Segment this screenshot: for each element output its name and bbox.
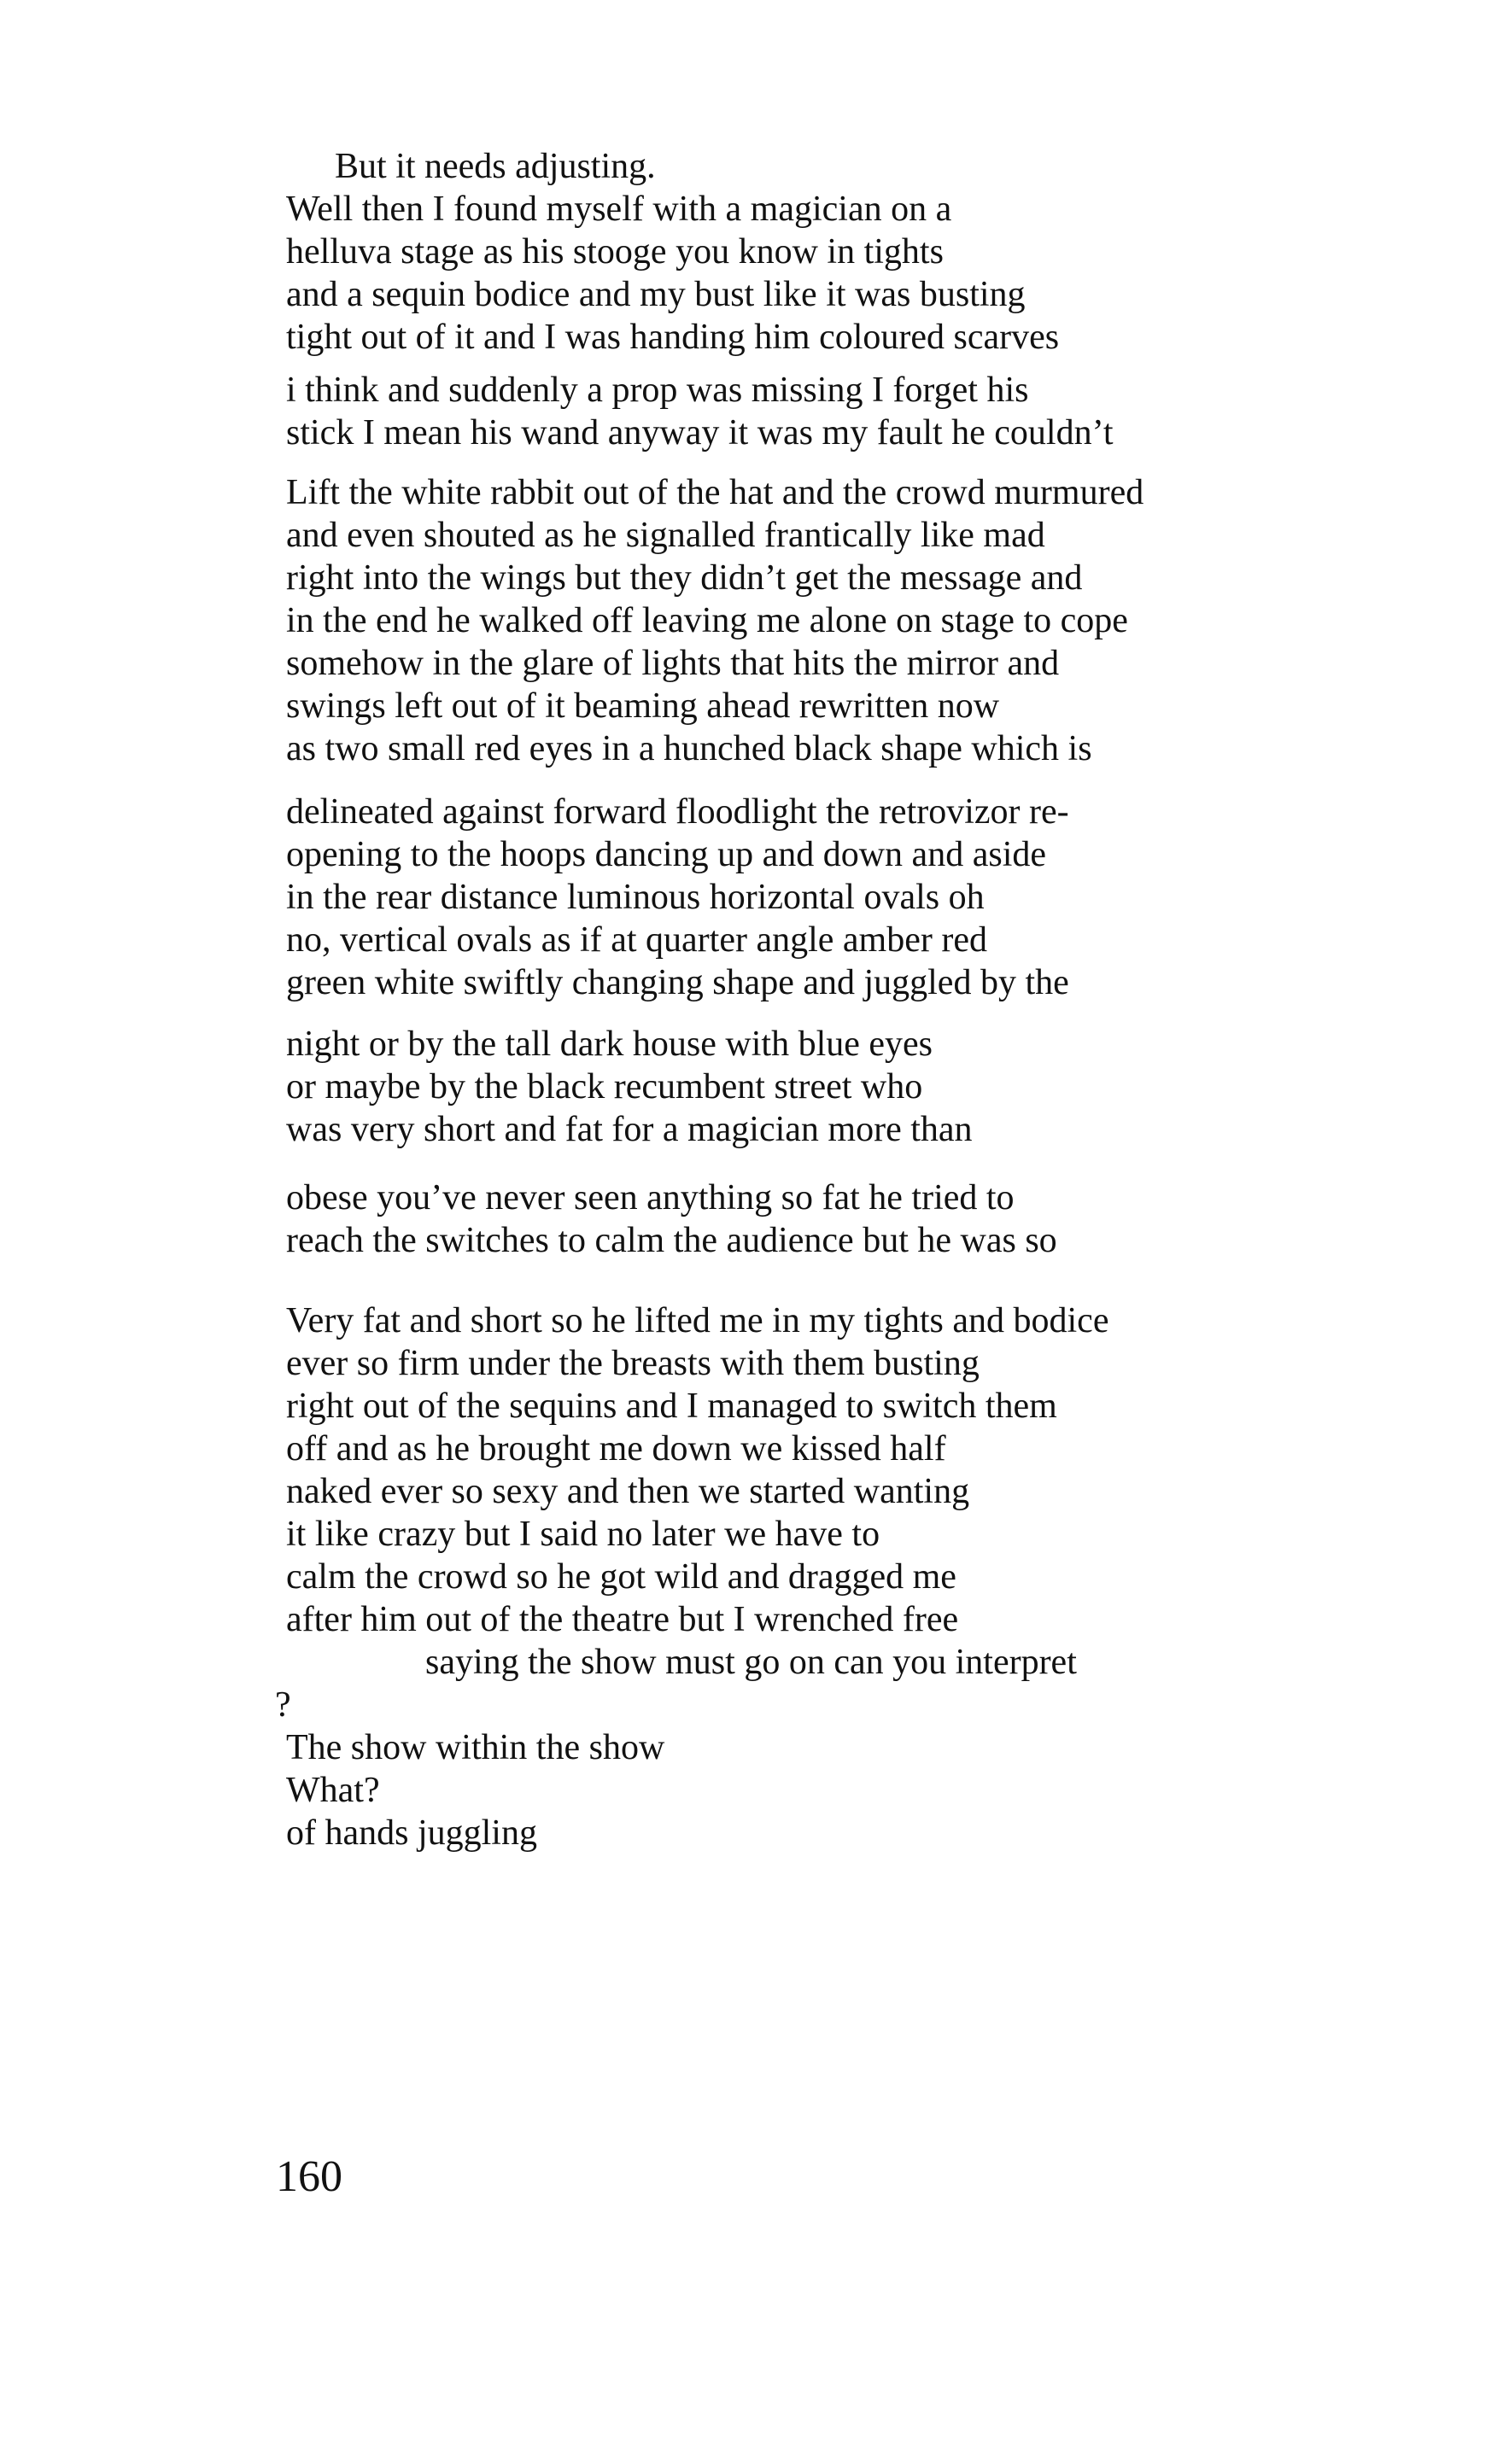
poem-line: green white swiftly changing shape and juggled by the bbox=[286, 963, 1069, 1002]
poem-line: off and as he brought me down we kissed half bbox=[286, 1429, 946, 1468]
poem-line: and a sequin bodice and my bust like it was busting bbox=[286, 275, 1026, 314]
poem-line: swings left out of it beaming ahead rewritten now bbox=[286, 686, 1000, 726]
poem-line: night or by the tall dark house with blue eyes bbox=[286, 1025, 933, 1064]
poem-line: after him out of the theatre but I wrenched free bbox=[286, 1600, 959, 1639]
poem-line: Well then I found myself with a magician on a bbox=[286, 190, 952, 229]
poem-line: ever so firm under the breasts with them busting bbox=[286, 1344, 980, 1383]
poem-line: ? bbox=[275, 1685, 291, 1725]
poem-line: delineated against forward floodlight the retrovizor re- bbox=[286, 792, 1069, 832]
poem-line: was very short and fat for a magician more than bbox=[286, 1110, 973, 1149]
poem-line: i think and suddenly a prop was missing I forget his bbox=[286, 371, 1029, 410]
poem-line: naked ever so sexy and then we started wanting bbox=[286, 1472, 970, 1511]
poem-line: in the end he walked off leaving me alone on stage to cope bbox=[286, 601, 1128, 640]
poem-line: reach the switches to calm the audience but he was so bbox=[286, 1221, 1057, 1260]
poem-line: The show within the show bbox=[286, 1728, 665, 1767]
poem-line: saying the show must go on can you interpret bbox=[425, 1643, 1077, 1682]
poem-line: or maybe by the black recumbent street who bbox=[286, 1067, 923, 1106]
poem-line: calm the crowd so he got wild and dragged me bbox=[286, 1557, 956, 1597]
poem-line: of hands juggling bbox=[286, 1813, 537, 1853]
poem-line: somehow in the glare of lights that hits the mirror and bbox=[286, 644, 1060, 683]
poem-line: no, vertical ovals as if at quarter angle amber red bbox=[286, 920, 987, 960]
poem-line: right out of the sequins and I managed to switch them bbox=[286, 1387, 1057, 1426]
poem-line: it like crazy but I said no later we have to bbox=[286, 1515, 880, 1554]
poem-line: as two small red eyes in a hunched black shape which is bbox=[286, 729, 1092, 768]
poem-line: helluva stage as his stooge you know in tights bbox=[286, 232, 944, 272]
poem-line: stick I mean his wand anyway it was my fault he couldn’t bbox=[286, 413, 1114, 453]
poem-line: What? bbox=[286, 1771, 380, 1810]
poem-line: But it needs adjusting. bbox=[335, 147, 656, 186]
poem-line: right into the wings but they didn’t get the message and bbox=[286, 558, 1083, 598]
poem-line: opening to the hoops dancing up and down and aside bbox=[286, 835, 1046, 874]
poem-line: in the rear distance luminous horizontal ovals oh bbox=[286, 878, 985, 917]
poem-line: obese you’ve never seen anything so fat he tried to bbox=[286, 1178, 1015, 1217]
poem-line: tight out of it and I was handing him coloured scarves bbox=[286, 318, 1060, 357]
poem-line: and even shouted as he signalled frantically like mad bbox=[286, 516, 1045, 555]
poem-line: Very fat and short so he lifted me in my tights and bodice bbox=[286, 1301, 1109, 1340]
poem-line: Lift the white rabbit out of the hat and the crowd murmured bbox=[286, 473, 1144, 512]
page-number: 160 bbox=[276, 2152, 342, 2201]
